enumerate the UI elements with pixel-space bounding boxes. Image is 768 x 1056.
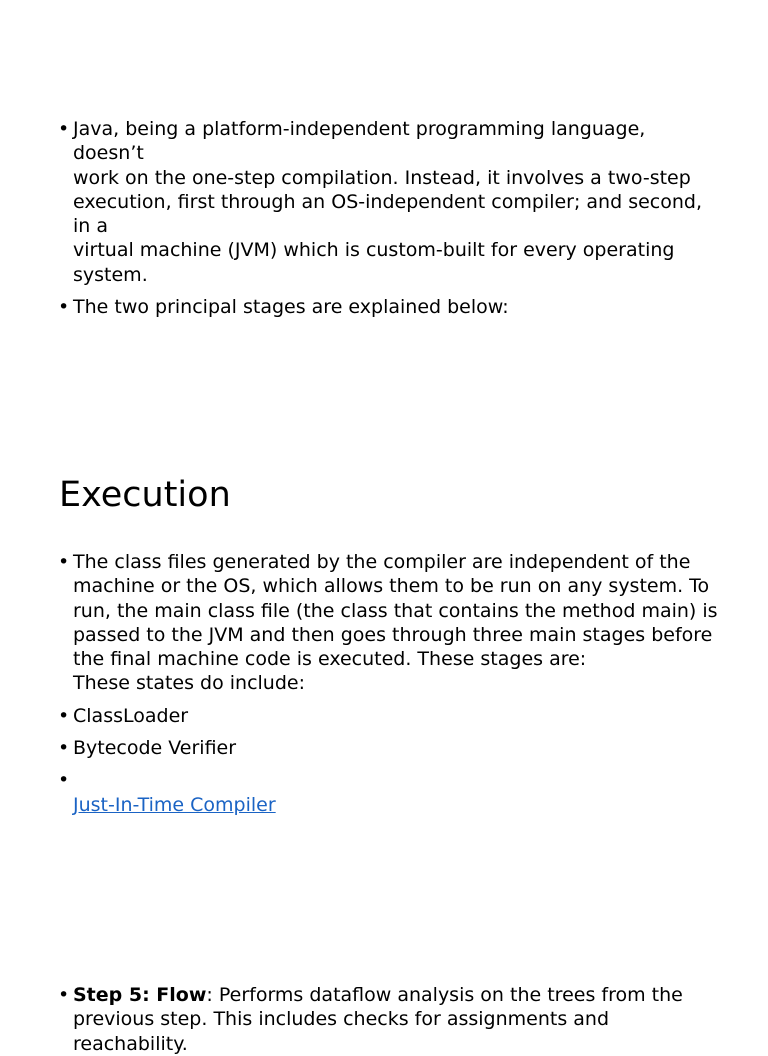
step5-text: : Performs dataflow analysis on the trees from the previous step. This includes checks for assignments and reachability.: [73, 984, 683, 1055]
stage-item-bytecode-verifier: • Bytecode Verifier: [58, 736, 718, 760]
intro-bullet-list: [58, 117, 718, 319]
intro-section: [58, 117, 718, 327]
step5-section: [58, 983, 718, 1056]
step5-label: Step 5: Flow: [73, 984, 207, 1006]
step5-bullet: [58, 983, 718, 1056]
section-heading-execution: Execution: [59, 475, 231, 515]
intro-bullet: • Java, being a platform-independent programming language, doesn’t work on the one-step compilation. Instead, it involves a two-step execution, first through an OS-independent compiler; and second, in a virtual machine (JVM) which is custom-built for every operating system.: [58, 117, 718, 287]
stage-item-classloader: • ClassLoader: [58, 704, 718, 728]
intro-bullet: • The two principal stages are explained below:: [58, 295, 718, 319]
jit-compiler-link[interactable]: Just-In-Time Compiler: [73, 793, 276, 816]
execution-bullet-list: [58, 550, 718, 817]
stage-item-jit-compiler: [58, 768, 718, 817]
execution-section: [58, 550, 718, 825]
step5-bullet-list: [58, 983, 718, 1056]
execution-paragraph: • The class files generated by the compiler are independent of the machine or the OS, which allows them to be run on any system. To run, the main class file (the class that contains the method main) is passed to the JVM and then goes through three main stages before the final machine code is executed. These stages are: These states do include:: [58, 550, 718, 696]
